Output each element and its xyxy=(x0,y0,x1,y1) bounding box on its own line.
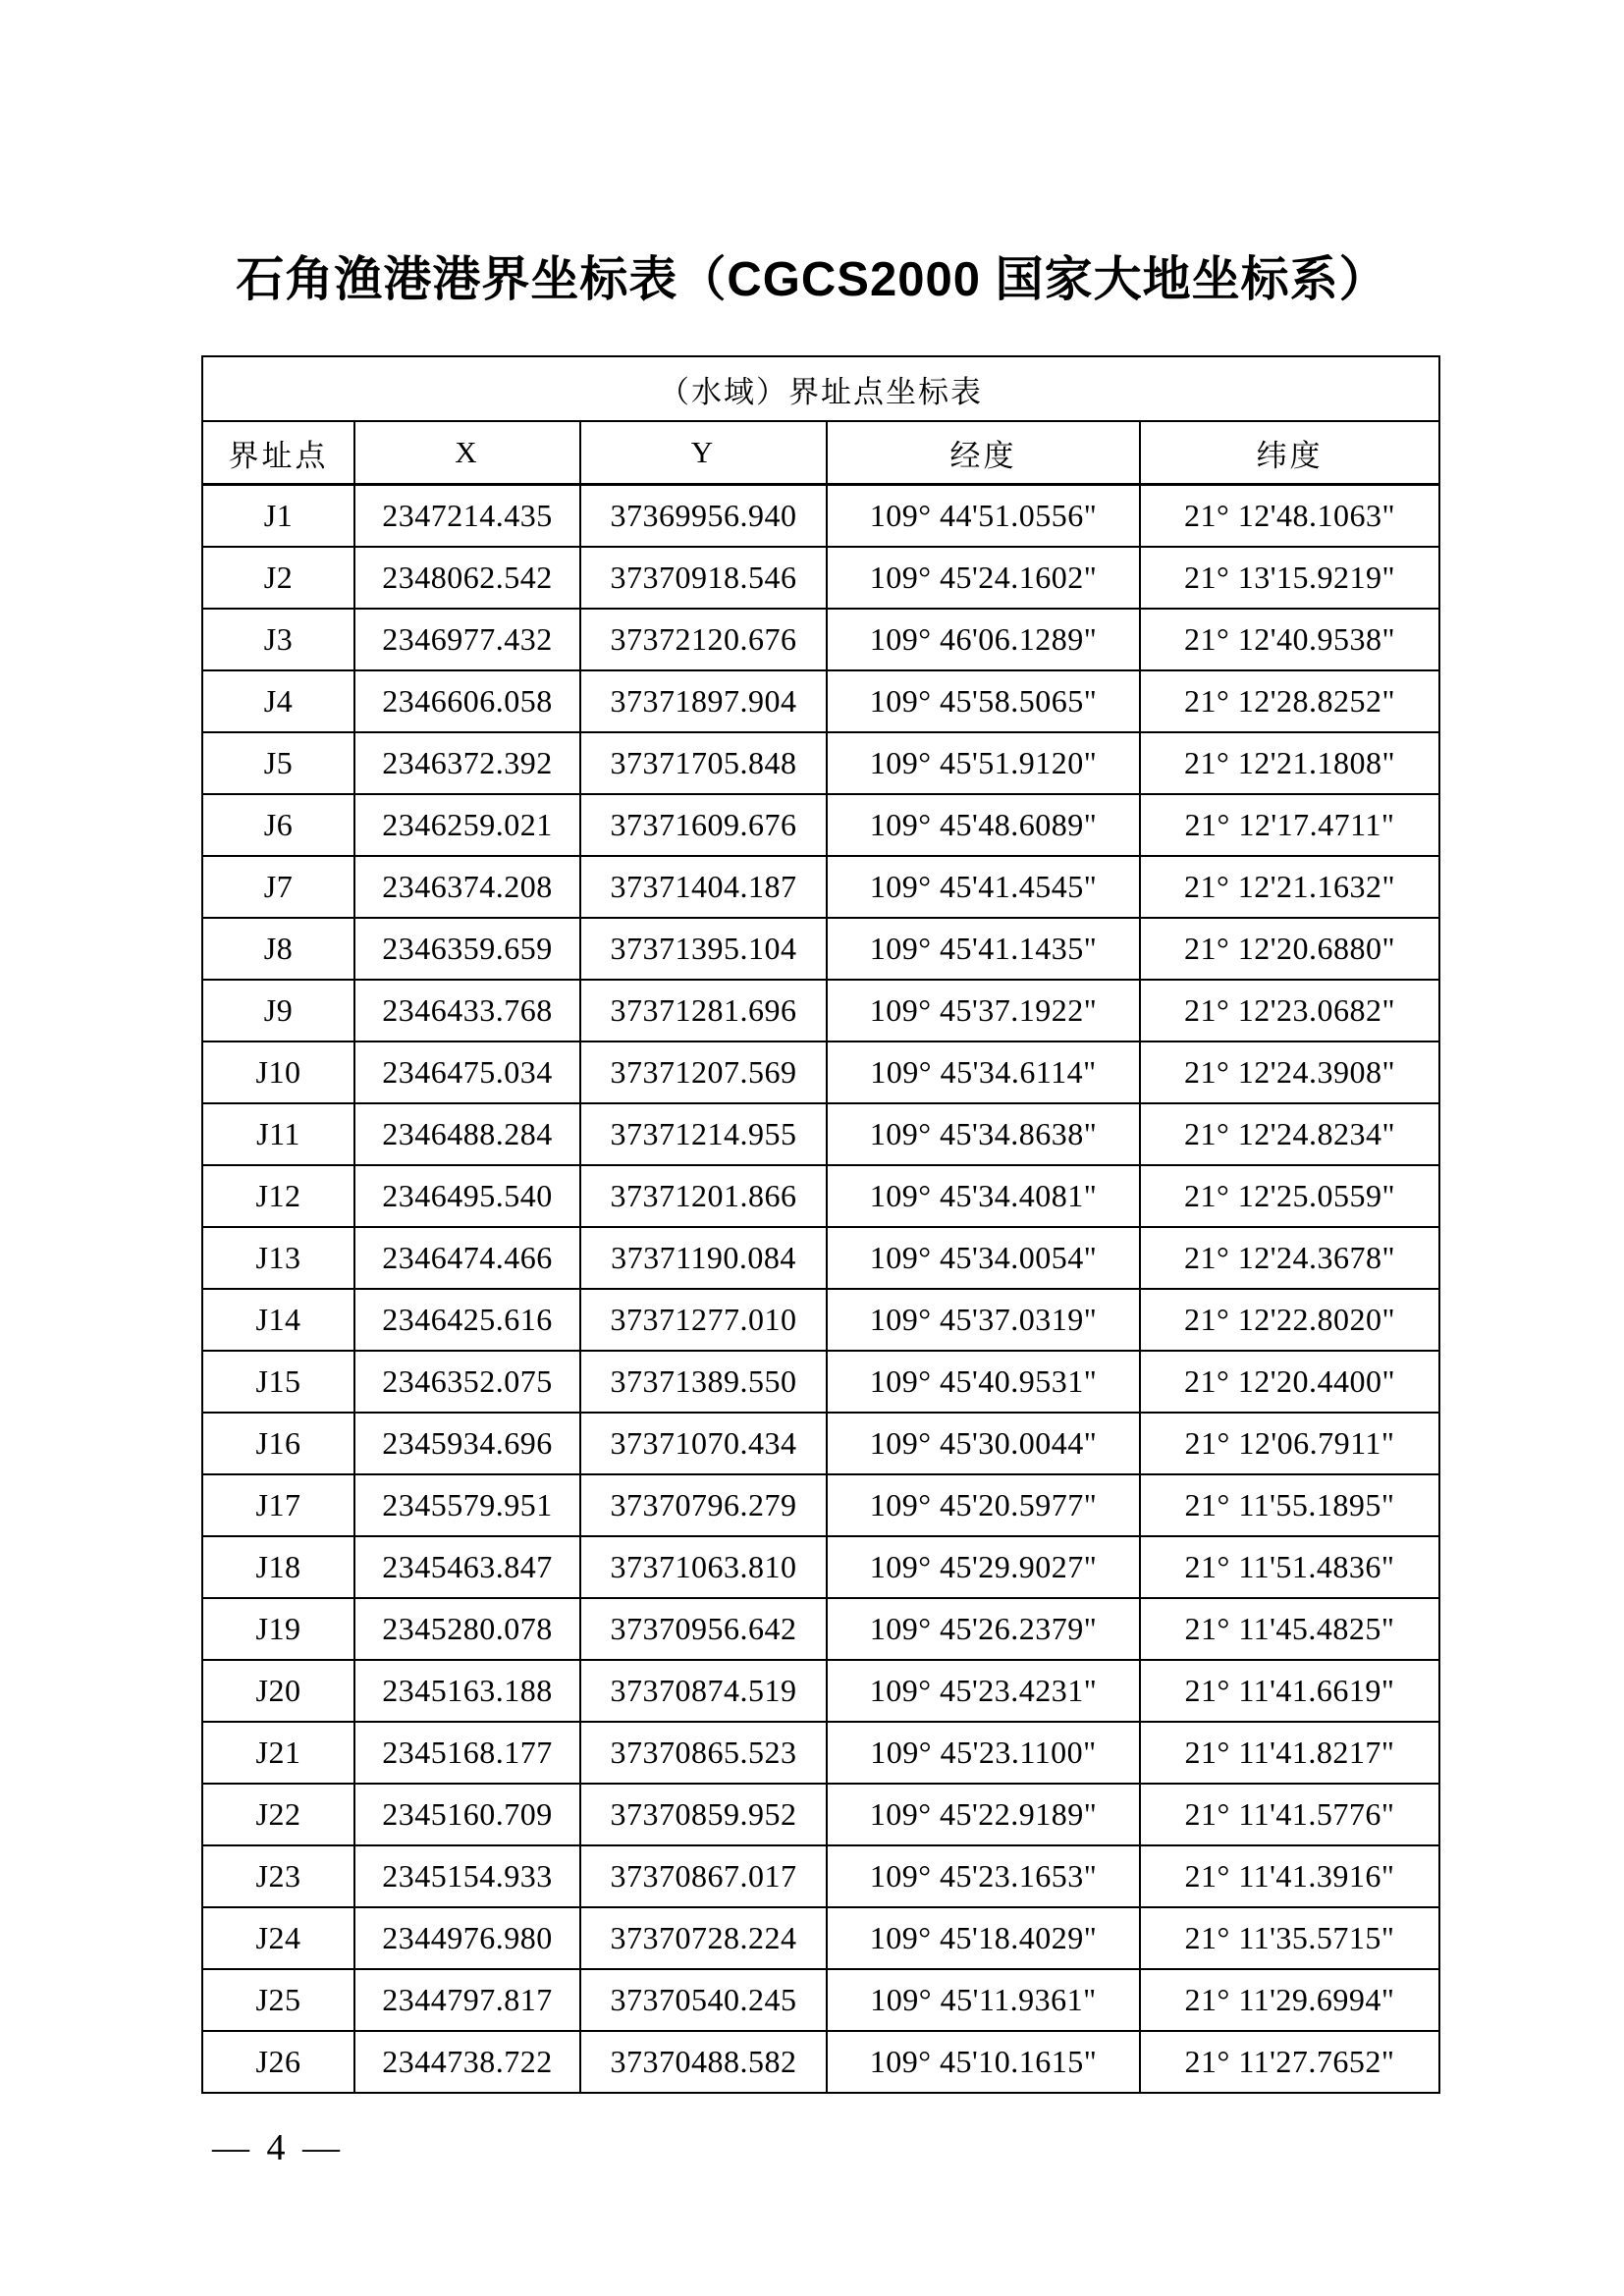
cell-longitude: 109° 45'23.1653" xyxy=(827,1845,1140,1907)
cell-latitude: 21° 12'24.8234" xyxy=(1140,1103,1439,1165)
table-row xyxy=(202,1474,1439,1536)
table-row xyxy=(202,1289,1439,1351)
cell-latitude: 21° 12'24.3678" xyxy=(1140,1227,1439,1289)
cell-y: 37371277.010 xyxy=(580,1289,827,1351)
cell-longitude: 109° 45'51.9120" xyxy=(827,732,1140,794)
cell-point-id: J17 xyxy=(202,1474,354,1536)
cell-point-id: J9 xyxy=(202,980,354,1041)
table-row xyxy=(202,1227,1439,1289)
cell-latitude: 21° 12'40.9538" xyxy=(1140,609,1439,670)
cell-point-id: J21 xyxy=(202,1722,354,1784)
cell-point-id: J8 xyxy=(202,918,354,980)
cell-latitude: 21° 13'15.9219" xyxy=(1140,547,1439,609)
cell-point-id: J5 xyxy=(202,732,354,794)
cell-x: 2346977.432 xyxy=(354,609,580,670)
cell-longitude: 109° 45'34.6114" xyxy=(827,1041,1140,1103)
cell-longitude: 109° 45'41.1435" xyxy=(827,918,1140,980)
cell-longitude: 109° 45'40.9531" xyxy=(827,1351,1140,1413)
table-row xyxy=(202,1598,1439,1660)
cell-y: 37371070.434 xyxy=(580,1413,827,1474)
cell-point-id: J7 xyxy=(202,856,354,918)
table-caption: （水域）界址点坐标表 xyxy=(202,356,1439,421)
cell-point-id: J3 xyxy=(202,609,354,670)
table-row xyxy=(202,856,1439,918)
page-number: — 4 — xyxy=(212,2127,344,2168)
cell-point-id: J24 xyxy=(202,1907,354,1969)
cell-y: 37370867.017 xyxy=(580,1845,827,1907)
cell-point-id: J4 xyxy=(202,670,354,732)
cell-y: 37371897.904 xyxy=(580,670,827,732)
cell-latitude: 21° 12'23.0682" xyxy=(1140,980,1439,1041)
cell-latitude: 21° 11'45.4825" xyxy=(1140,1598,1439,1660)
cell-y: 37370874.519 xyxy=(580,1660,827,1722)
cell-latitude: 21° 11'27.7652" xyxy=(1140,2031,1439,2093)
cell-x: 2345579.951 xyxy=(354,1474,580,1536)
cell-point-id: J12 xyxy=(202,1165,354,1227)
cell-point-id: J20 xyxy=(202,1660,354,1722)
cell-latitude: 21° 12'17.4711" xyxy=(1140,794,1439,856)
page-title: 石角渔港港界坐标表（CGCS2000 国家大地坐标系） xyxy=(236,253,1388,306)
cell-x: 2346374.208 xyxy=(354,856,580,918)
cell-y: 37371063.810 xyxy=(580,1536,827,1598)
cell-x: 2344797.817 xyxy=(354,1969,580,2031)
table-row xyxy=(202,2031,1439,2093)
cell-x: 2346352.075 xyxy=(354,1351,580,1413)
cell-point-id: J22 xyxy=(202,1784,354,1845)
table-row xyxy=(202,794,1439,856)
cell-latitude: 21° 11'29.6994" xyxy=(1140,1969,1439,2031)
table-row xyxy=(202,1413,1439,1474)
cell-x: 2346372.392 xyxy=(354,732,580,794)
cell-point-id: J16 xyxy=(202,1413,354,1474)
cell-longitude: 109° 44'51.0556" xyxy=(827,485,1140,548)
coordinate-table xyxy=(201,355,1440,2094)
cell-longitude: 109° 45'26.2379" xyxy=(827,1598,1140,1660)
cell-y: 37372120.676 xyxy=(580,609,827,670)
cell-x: 2345163.188 xyxy=(354,1660,580,1722)
cell-latitude: 21° 12'48.1063" xyxy=(1140,485,1439,548)
table-row xyxy=(202,1041,1439,1103)
table-row xyxy=(202,1845,1439,1907)
cell-y: 37370488.582 xyxy=(580,2031,827,2093)
table-row xyxy=(202,1722,1439,1784)
cell-latitude: 21° 12'25.0559" xyxy=(1140,1165,1439,1227)
cell-longitude: 109° 46'06.1289" xyxy=(827,609,1140,670)
table-row xyxy=(202,1907,1439,1969)
cell-y: 37371190.084 xyxy=(580,1227,827,1289)
cell-latitude: 21° 12'06.7911" xyxy=(1140,1413,1439,1474)
table-row xyxy=(202,547,1439,609)
cell-longitude: 109° 45'11.9361" xyxy=(827,1969,1140,2031)
cell-latitude: 21° 12'20.6880" xyxy=(1140,918,1439,980)
cell-x: 2345463.847 xyxy=(354,1536,580,1598)
cell-x: 2346259.021 xyxy=(354,794,580,856)
cell-latitude: 21° 11'51.4836" xyxy=(1140,1536,1439,1598)
cell-x: 2346495.540 xyxy=(354,1165,580,1227)
cell-x: 2346606.058 xyxy=(354,670,580,732)
cell-longitude: 109° 45'48.6089" xyxy=(827,794,1140,856)
table-row xyxy=(202,485,1439,548)
cell-y: 37370956.642 xyxy=(580,1598,827,1660)
cell-latitude: 21° 11'41.3916" xyxy=(1140,1845,1439,1907)
table-row xyxy=(202,1351,1439,1413)
cell-y: 37371214.955 xyxy=(580,1103,827,1165)
cell-point-id: J1 xyxy=(202,485,354,548)
cell-point-id: J6 xyxy=(202,794,354,856)
cell-longitude: 109° 45'18.4029" xyxy=(827,1907,1140,1969)
cell-point-id: J19 xyxy=(202,1598,354,1660)
cell-latitude: 21° 12'24.3908" xyxy=(1140,1041,1439,1103)
table-row xyxy=(202,980,1439,1041)
cell-point-id: J10 xyxy=(202,1041,354,1103)
cell-longitude: 109° 45'24.1602" xyxy=(827,547,1140,609)
cell-x: 2344738.722 xyxy=(354,2031,580,2093)
cell-x: 2345280.078 xyxy=(354,1598,580,1660)
cell-y: 37371389.550 xyxy=(580,1351,827,1413)
table-header-row xyxy=(202,421,1439,485)
cell-y: 37371395.104 xyxy=(580,918,827,980)
table-row xyxy=(202,1165,1439,1227)
cell-point-id: J26 xyxy=(202,2031,354,2093)
table-row xyxy=(202,1660,1439,1722)
cell-latitude: 21° 12'22.8020" xyxy=(1140,1289,1439,1351)
cell-x: 2346425.616 xyxy=(354,1289,580,1351)
cell-longitude: 109° 45'30.0044" xyxy=(827,1413,1140,1474)
cell-latitude: 21° 12'21.1632" xyxy=(1140,856,1439,918)
cell-x: 2345168.177 xyxy=(354,1722,580,1784)
cell-x: 2346433.768 xyxy=(354,980,580,1041)
cell-longitude: 109° 45'20.5977" xyxy=(827,1474,1140,1536)
cell-point-id: J25 xyxy=(202,1969,354,2031)
cell-longitude: 109° 45'10.1615" xyxy=(827,2031,1140,2093)
cell-latitude: 21° 12'21.1808" xyxy=(1140,732,1439,794)
cell-x: 2344976.980 xyxy=(354,1907,580,1969)
cell-longitude: 109° 45'41.4545" xyxy=(827,856,1140,918)
table-row xyxy=(202,1103,1439,1165)
cell-y: 37370540.245 xyxy=(580,1969,827,2031)
col-header-point-id: 界址点 xyxy=(202,421,354,485)
cell-latitude: 21° 12'20.4400" xyxy=(1140,1351,1439,1413)
table-row xyxy=(202,732,1439,794)
cell-y: 37370859.952 xyxy=(580,1784,827,1845)
cell-y: 37371281.696 xyxy=(580,980,827,1041)
cell-longitude: 109° 45'58.5065" xyxy=(827,670,1140,732)
cell-latitude: 21° 11'41.8217" xyxy=(1140,1722,1439,1784)
cell-x: 2346488.284 xyxy=(354,1103,580,1165)
cell-y: 37371201.866 xyxy=(580,1165,827,1227)
table-row xyxy=(202,1536,1439,1598)
cell-point-id: J11 xyxy=(202,1103,354,1165)
cell-point-id: J14 xyxy=(202,1289,354,1351)
cell-x: 2345160.709 xyxy=(354,1784,580,1845)
cell-longitude: 109° 45'34.4081" xyxy=(827,1165,1140,1227)
cell-point-id: J23 xyxy=(202,1845,354,1907)
cell-latitude: 21° 11'41.6619" xyxy=(1140,1660,1439,1722)
table-body xyxy=(202,485,1439,2094)
cell-longitude: 109° 45'37.0319" xyxy=(827,1289,1140,1351)
cell-longitude: 109° 45'22.9189" xyxy=(827,1784,1140,1845)
cell-point-id: J2 xyxy=(202,547,354,609)
cell-y: 37369956.940 xyxy=(580,485,827,548)
cell-x: 2347214.435 xyxy=(354,485,580,548)
cell-longitude: 109° 45'23.1100" xyxy=(827,1722,1140,1784)
cell-y: 37370918.546 xyxy=(580,547,827,609)
cell-longitude: 109° 45'34.8638" xyxy=(827,1103,1140,1165)
col-header-longitude: 经度 xyxy=(827,421,1140,485)
cell-point-id: J13 xyxy=(202,1227,354,1289)
cell-y: 37371705.848 xyxy=(580,732,827,794)
cell-latitude: 21° 11'41.5776" xyxy=(1140,1784,1439,1845)
col-header-x: X xyxy=(354,421,580,485)
cell-longitude: 109° 45'23.4231" xyxy=(827,1660,1140,1722)
cell-point-id: J18 xyxy=(202,1536,354,1598)
cell-y: 37371609.676 xyxy=(580,794,827,856)
col-header-latitude: 纬度 xyxy=(1140,421,1439,485)
cell-y: 37370728.224 xyxy=(580,1907,827,1969)
cell-y: 37370865.523 xyxy=(580,1722,827,1784)
cell-y: 37371207.569 xyxy=(580,1041,827,1103)
col-header-y: Y xyxy=(580,421,827,485)
cell-latitude: 21° 11'55.1895" xyxy=(1140,1474,1439,1536)
cell-latitude: 21° 12'28.8252" xyxy=(1140,670,1439,732)
cell-x: 2345154.933 xyxy=(354,1845,580,1907)
cell-latitude: 21° 11'35.5715" xyxy=(1140,1907,1439,1969)
cell-longitude: 109° 45'29.9027" xyxy=(827,1536,1140,1598)
table-row xyxy=(202,670,1439,732)
table-row xyxy=(202,1969,1439,2031)
table-row xyxy=(202,609,1439,670)
cell-y: 37370796.279 xyxy=(580,1474,827,1536)
cell-x: 2345934.696 xyxy=(354,1413,580,1474)
cell-x: 2346359.659 xyxy=(354,918,580,980)
cell-x: 2346474.466 xyxy=(354,1227,580,1289)
cell-x: 2348062.542 xyxy=(354,547,580,609)
cell-longitude: 109° 45'37.1922" xyxy=(827,980,1140,1041)
table-row xyxy=(202,1784,1439,1845)
cell-longitude: 109° 45'34.0054" xyxy=(827,1227,1140,1289)
cell-y: 37371404.187 xyxy=(580,856,827,918)
cell-point-id: J15 xyxy=(202,1351,354,1413)
table-row xyxy=(202,918,1439,980)
cell-x: 2346475.034 xyxy=(354,1041,580,1103)
table-caption-row xyxy=(202,356,1439,421)
